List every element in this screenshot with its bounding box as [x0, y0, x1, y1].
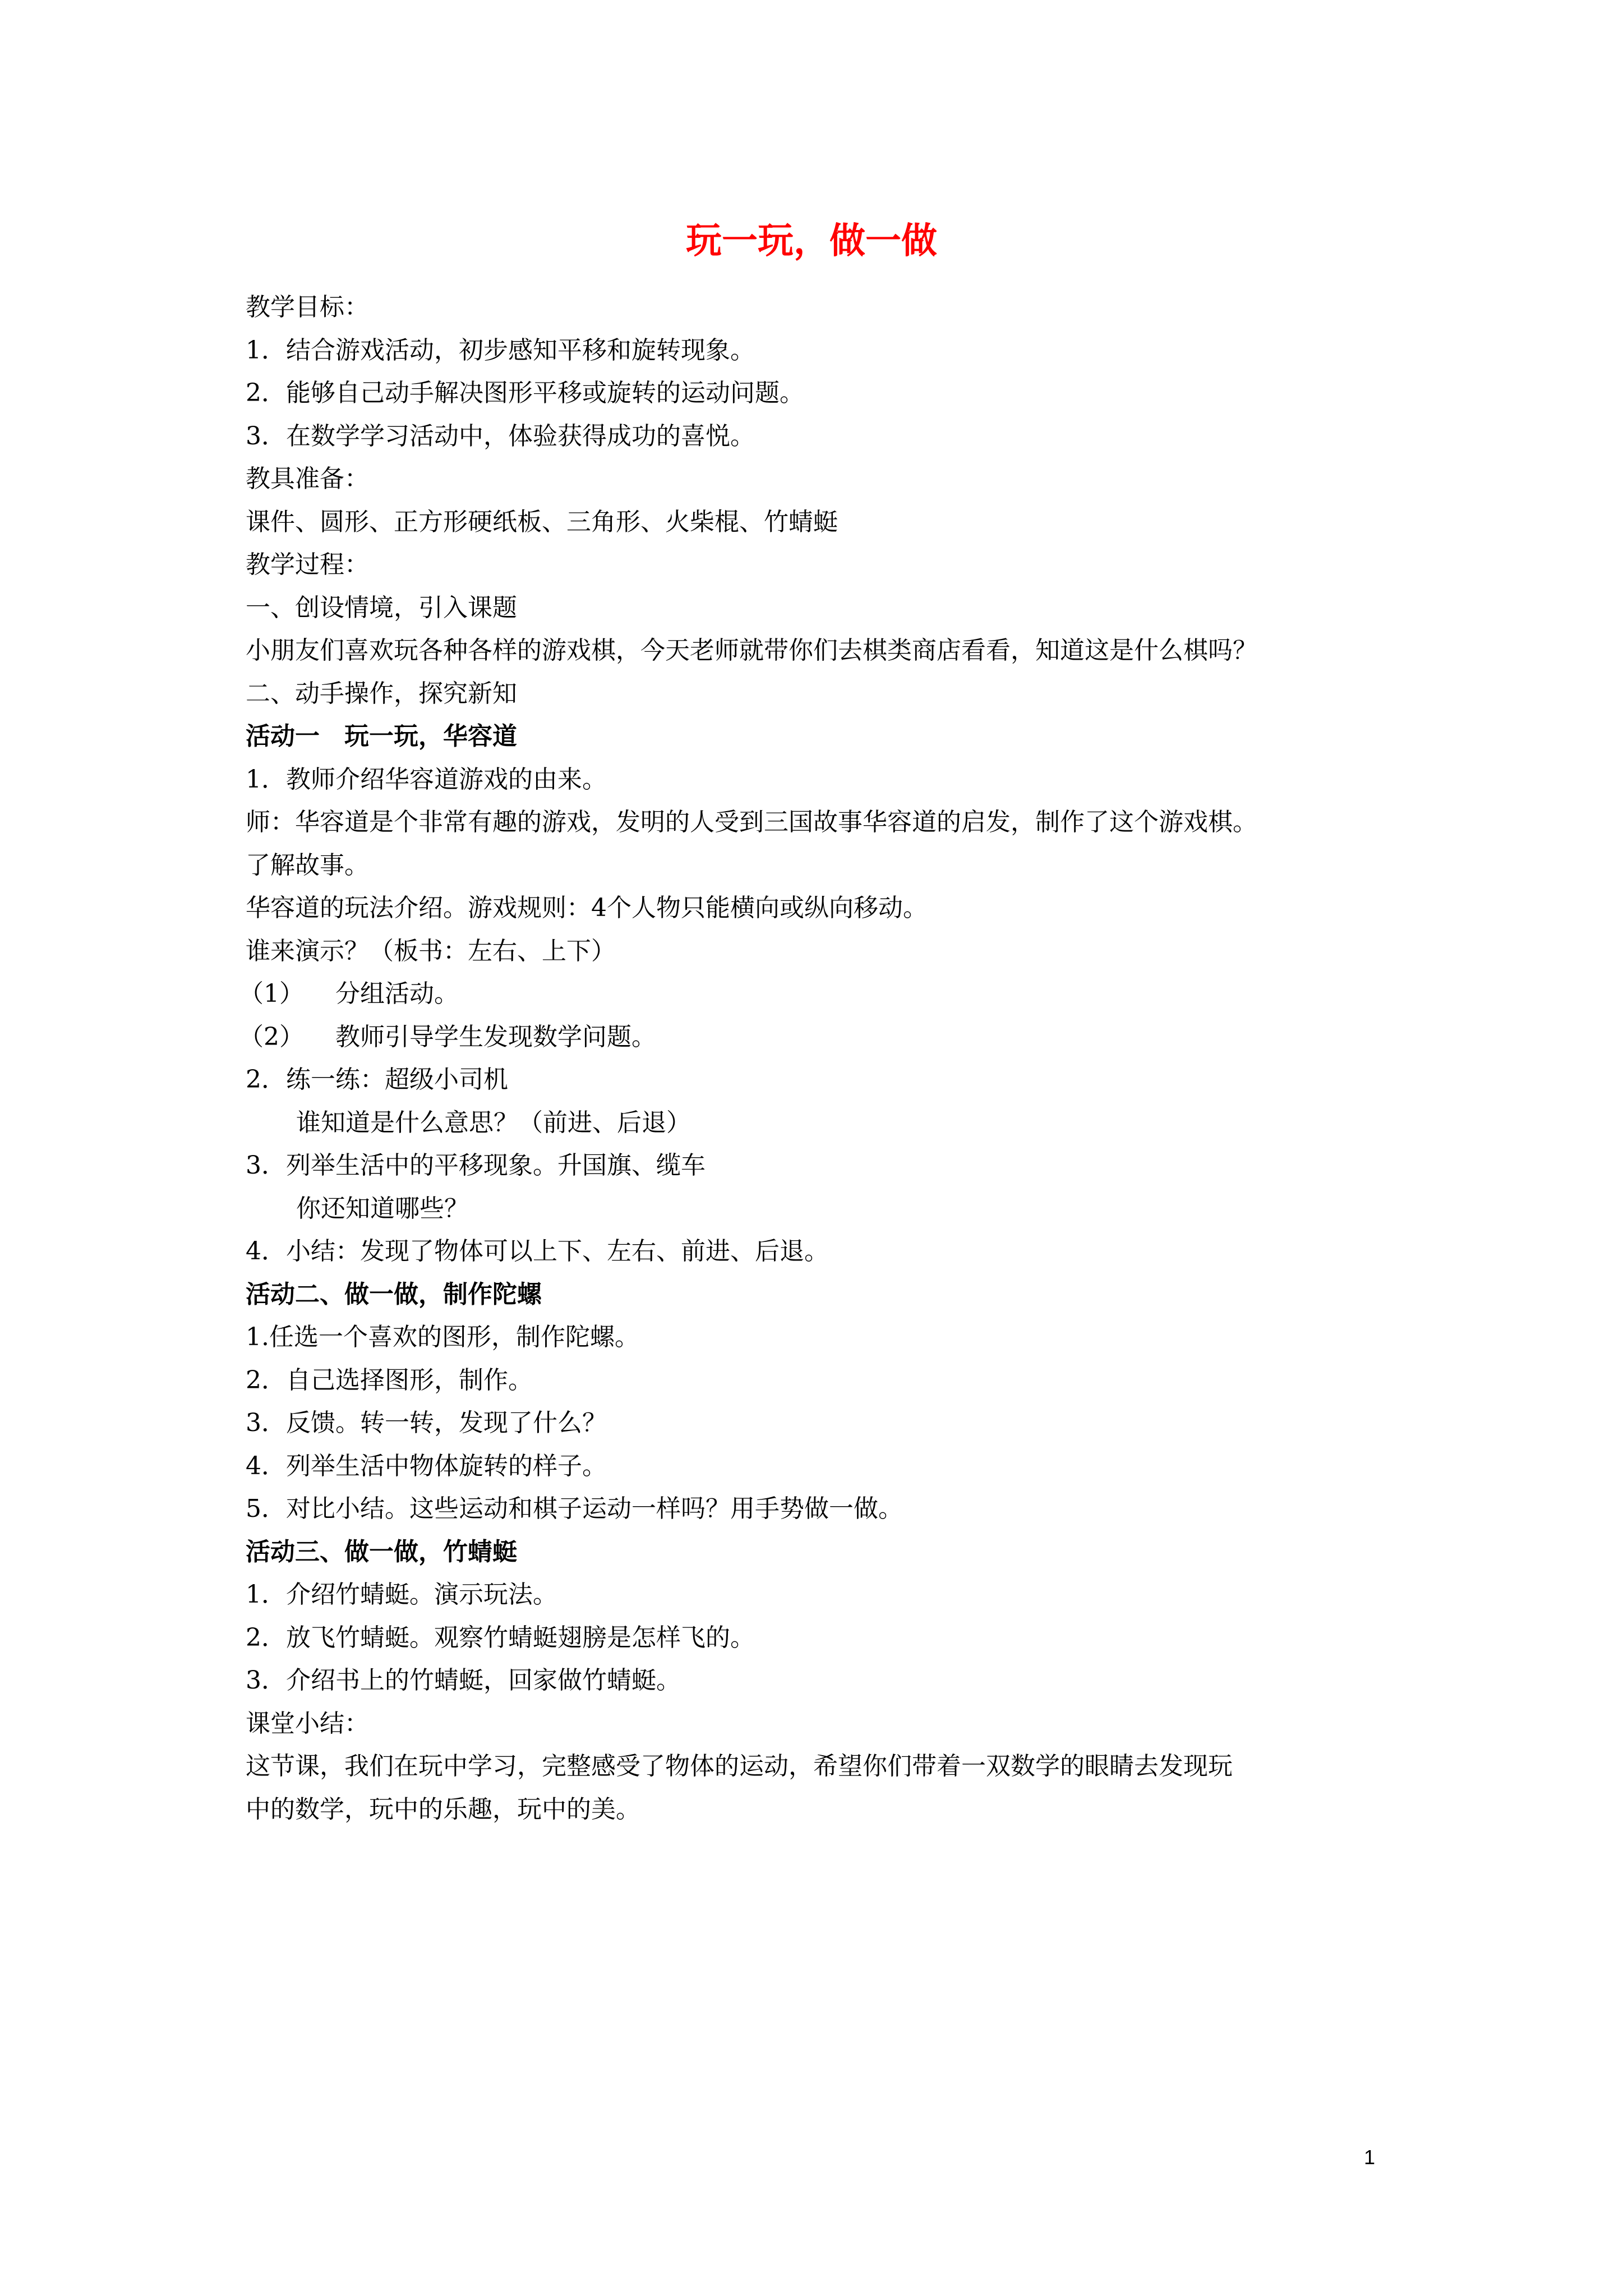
activity3-item-2: 2．放飞竹蜻蜓。观察竹蜻蜓翅膀是怎样飞的。	[246, 1623, 755, 1652]
section-heading-process: 教学过程：	[246, 550, 369, 579]
document-title: 玩一玩，做一做	[686, 220, 937, 262]
activity1-item-2-question: 谁知道是什么意思？（前进、后退）	[296, 1108, 691, 1137]
activity-heading-2: 活动二、做一做，制作陀螺	[246, 1280, 542, 1309]
sub-item-1-number: （1）	[239, 979, 304, 1008]
summary-paragraph-continued: 中的数学，玩中的乐趣，玩中的美。	[246, 1795, 640, 1824]
sub-item-1-text: 分组活动。	[335, 979, 459, 1008]
paragraph-intro: 小朋友们喜欢玩各种各样的游戏棋，今天老师就带你们去棋类商店看看，知道这是什么棋吗？	[246, 636, 1257, 665]
teacher-remark-continued: 了解故事。	[246, 850, 369, 880]
activity2-item-5: 5．对比小结。这些运动和棋子运动一样吗？用手势做一做。	[246, 1494, 903, 1523]
materials-list: 课件、圆形、正方形硬纸板、三角形、火柴棍、竹蜻蜓	[246, 507, 838, 536]
activity1-item-3: 3．列举生活中的平移现象。升国旗、缆车	[246, 1151, 706, 1180]
teacher-remark: 师：华容道是个非常有趣的游戏，发明的人受到三国故事华容道的启发，制作了这个游戏棋。	[246, 808, 1257, 836]
section-heading-materials: 教具准备：	[246, 464, 369, 493]
objective-item-2: 2．能够自己动手解决图形平移或旋转的运动问题。	[246, 379, 804, 407]
summary-paragraph: 这节课，我们在玩中学习，完整感受了物体的运动，希望你们带着一双数学的眼睛去发现玩	[246, 1752, 1233, 1780]
activity1-item-1: 1．教师介绍华容道游戏的由来。	[246, 765, 607, 794]
sub-item-1	[239, 973, 1401, 1016]
sub-item-2-text: 教师引导学生发现数学问题。	[335, 1022, 656, 1051]
activity3-item-3: 3．介绍书上的竹蜻蜓，回家做竹蜻蜓。	[246, 1666, 681, 1695]
sub-item-2	[239, 1016, 1401, 1059]
section-heading-objectives: 教学目标：	[246, 293, 369, 321]
step-heading-2: 二、动手操作，探究新知	[246, 679, 517, 708]
activity3-item-1: 1．介绍竹蜻蜓。演示玩法。	[246, 1580, 557, 1609]
objective-item-1: 1．结合游戏活动，初步感知平移和旋转现象。	[246, 335, 755, 365]
sub-item-2-number: （2）	[239, 1022, 304, 1051]
activity2-item-2: 2．自己选择图形，制作。	[246, 1365, 533, 1395]
demo-question: 谁来演示？（板书：左右、上下）	[246, 936, 616, 965]
activity2-item-1: 1.任选一个喜欢的图形，制作陀螺。	[246, 1323, 639, 1351]
activity1-item-2: 2．练一练：超级小司机	[246, 1065, 508, 1094]
activity2-item-4: 4．列举生活中物体旋转的样子。	[246, 1451, 607, 1480]
objective-item-3: 3．在数学学习活动中，体验获得成功的喜悦。	[246, 421, 755, 450]
page-number: 1	[1364, 2146, 1376, 2169]
activity1-item-4: 4．小结：发现了物体可以上下、左右、前进、后退。	[246, 1237, 829, 1266]
step-heading-1: 一、创设情境，引入课题	[246, 593, 517, 622]
activity-heading-1: 活动一 玩一玩，华容道	[246, 722, 517, 751]
activity-heading-3: 活动三、做一做，竹蜻蜓	[246, 1537, 517, 1566]
game-rules: 华容道的玩法介绍。游戏规则：4个人物只能横向或纵向移动。	[246, 894, 928, 922]
document-body	[239, 286, 1401, 1831]
activity1-item-3-question: 你还知道哪些？	[296, 1194, 469, 1223]
activity2-item-3: 3．反馈。转一转，发现了什么？	[246, 1409, 607, 1437]
section-heading-summary: 课堂小结：	[246, 1709, 369, 1738]
